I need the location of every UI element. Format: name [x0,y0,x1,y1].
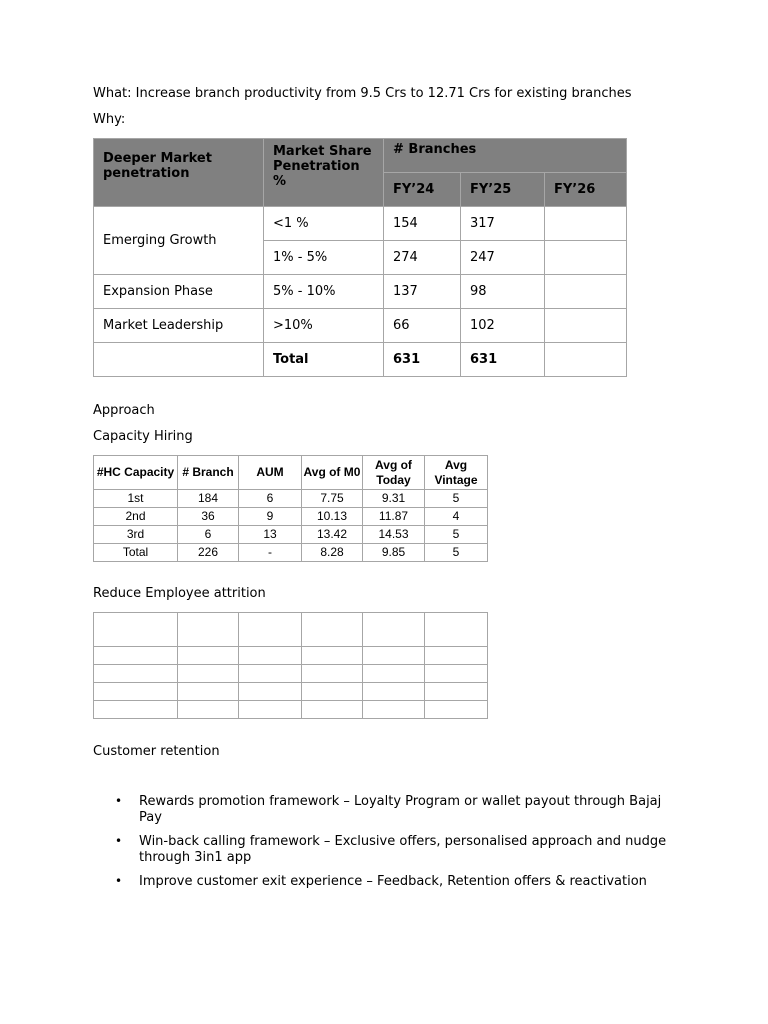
phase-cell [94,343,264,377]
header-avg-vintage: Avg Vintage [425,456,488,490]
list-item [115,874,675,890]
avg-m0-cell: 13.42 [302,526,363,544]
avg-today-cell: 9.31 [363,490,425,508]
list-item [115,834,675,865]
fy24-cell: 66 [384,309,461,343]
header-avg-m0: Avg of M0 [302,456,363,490]
header-hc-capacity: #HC Capacity [94,456,178,490]
share-cell: <1 % [264,207,384,241]
fy25-cell: 98 [461,275,545,309]
empty-cell [239,701,302,719]
branch-cell: 36 [178,508,239,526]
bullet-icon: • [115,794,123,808]
empty-cell [178,647,239,665]
table-row [94,207,627,241]
total-label: Total [264,343,384,377]
what-statement: What: Increase branch productivity from 9.5 Crs to 12.71 Crs for existing branches [93,86,632,101]
avg-today-cell: 11.87 [363,508,425,526]
avg-vintage-cell: 5 [425,490,488,508]
fy25-total: 631 [461,343,545,377]
list-item-text: Improve customer exit experience – Feedback, Retention offers & reactivation [139,874,647,889]
empty-cell [94,613,178,647]
phase-cell: Expansion Phase [94,275,264,309]
phase-cell: Emerging Growth [94,207,264,275]
branch-cell: 226 [178,544,239,562]
avg-today-cell: 14.53 [363,526,425,544]
header-branch: # Branch [178,456,239,490]
empty-cell [239,683,302,701]
table-row [94,309,627,343]
empty-cell [178,613,239,647]
empty-cell [178,683,239,701]
capacity-hiring-table [93,455,488,562]
empty-cell [94,683,178,701]
table-row [94,701,488,719]
fy26-cell [545,241,627,275]
table-row [94,613,488,647]
share-cell: 5% - 10% [264,275,384,309]
header-market-share: Market Share Penetration % [264,139,384,207]
why-label: Why: [93,112,126,127]
fy25-cell: 317 [461,207,545,241]
capacity-cell: Total [94,544,178,562]
fy25-cell: 102 [461,309,545,343]
empty-cell [94,647,178,665]
avg-m0-cell: 10.13 [302,508,363,526]
header-avg-today: Avg of Today [363,456,425,490]
empty-cell [302,613,363,647]
retention-bullet-list [115,794,675,899]
empty-cell [239,665,302,683]
list-item [115,794,675,825]
table-row [94,647,488,665]
aum-cell: 9 [239,508,302,526]
header-aum: AUM [239,456,302,490]
employee-attrition-table [93,612,488,719]
table-row [94,275,627,309]
total-row [94,343,627,377]
empty-cell [302,701,363,719]
empty-cell [363,647,425,665]
employee-attrition-heading: Reduce Employee attrition [93,586,266,601]
empty-cell [302,647,363,665]
total-row [94,544,488,562]
header-fy25: FY’25 [461,173,545,207]
capacity-cell: 3rd [94,526,178,544]
bullet-icon: • [115,834,123,848]
empty-cell [425,665,488,683]
avg-m0-cell: 8.28 [302,544,363,562]
aum-cell: 6 [239,490,302,508]
table-row [94,508,488,526]
avg-today-cell: 9.85 [363,544,425,562]
empty-cell [302,665,363,683]
aum-cell: 13 [239,526,302,544]
avg-m0-cell: 7.75 [302,490,363,508]
fy24-cell: 137 [384,275,461,309]
empty-cell [178,701,239,719]
fy24-cell: 154 [384,207,461,241]
empty-cell [94,665,178,683]
header-fy24: FY’24 [384,173,461,207]
avg-vintage-cell: 4 [425,508,488,526]
fy26-cell [545,309,627,343]
empty-cell [363,701,425,719]
market-penetration-table [93,138,627,377]
capacity-hiring-heading: Capacity Hiring [93,429,193,444]
aum-cell: - [239,544,302,562]
phase-cell: Market Leadership [94,309,264,343]
fy25-cell: 247 [461,241,545,275]
empty-cell [239,647,302,665]
table-row [94,665,488,683]
header-fy26: FY’26 [545,173,627,207]
fy24-total: 631 [384,343,461,377]
list-item-text: Rewards promotion framework – Loyalty Program or wallet payout through Bajaj Pay [139,794,662,825]
bullet-icon: • [115,874,123,888]
empty-cell [425,647,488,665]
fy24-cell: 274 [384,241,461,275]
capacity-cell: 1st [94,490,178,508]
empty-cell [363,613,425,647]
fy26-cell [545,207,627,241]
header-deeper-market-penetration: Deeper Market penetration [94,139,264,207]
empty-cell [178,665,239,683]
approach-heading: Approach [93,403,155,418]
customer-retention-heading: Customer retention [93,744,220,759]
branch-cell: 6 [178,526,239,544]
empty-cell [363,683,425,701]
table-row [94,490,488,508]
fy26-cell [545,343,627,377]
table-row [94,683,488,701]
share-cell: >10% [264,309,384,343]
empty-cell [239,613,302,647]
empty-cell [425,613,488,647]
empty-cell [425,683,488,701]
list-item-text: Win-back calling framework – Exclusive offers, personalised approach and nudge through 3in1 app [139,834,667,865]
branch-cell: 184 [178,490,239,508]
table-row [94,526,488,544]
avg-vintage-cell: 5 [425,526,488,544]
empty-cell [425,701,488,719]
empty-cell [94,701,178,719]
share-cell: 1% - 5% [264,241,384,275]
empty-cell [363,665,425,683]
empty-cell [302,683,363,701]
fy26-cell [545,275,627,309]
capacity-cell: 2nd [94,508,178,526]
header-branches: # Branches [384,139,627,173]
avg-vintage-cell: 5 [425,544,488,562]
